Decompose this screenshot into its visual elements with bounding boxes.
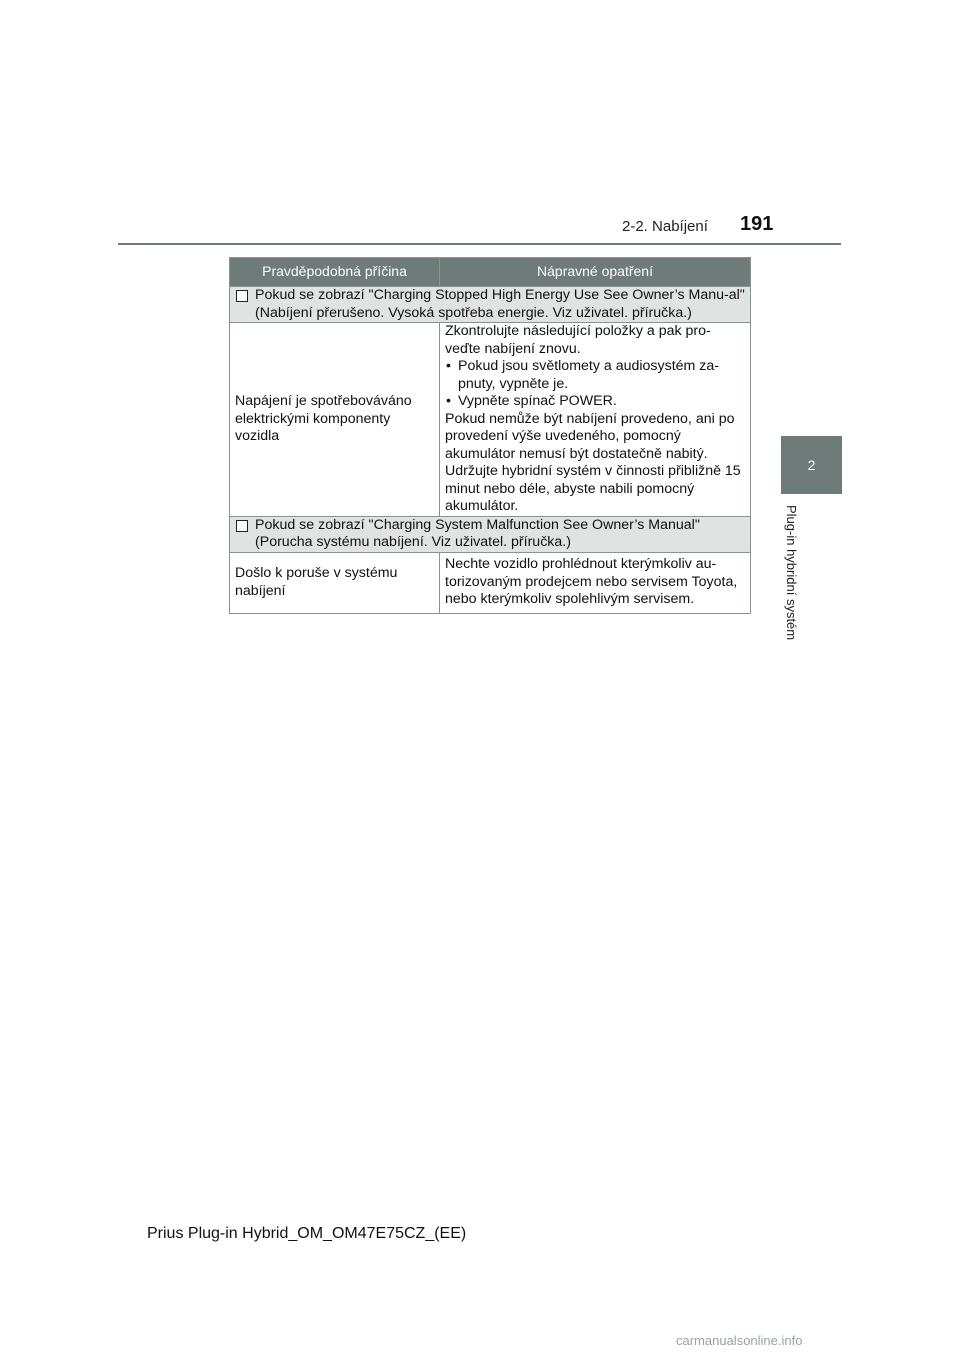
action-outro: Pokud nemůže být nabíjení provedeno, ani po provedení výše uvedeného, pomocný akumulátor nemusí být dostatečně nabitý. Udržujte hybridní systém v činnosti přibližně 15 minut nebo déle, abyste nabili pomocný akumulátor. <box>445 410 741 514</box>
section-title: 2-2. Nabíjení <box>622 218 708 235</box>
bullet-text: Vypněte spínač POWER. <box>458 393 617 409</box>
checkbox-icon <box>236 290 248 302</box>
bullet-text: Pokud jsou světlomety a audiosystém za-pnuty, vypněte je. <box>458 358 720 392</box>
action-bullet <box>445 393 745 411</box>
notice-row <box>230 287 751 323</box>
chapter-tab: 2 <box>781 436 842 494</box>
troubleshooting-table <box>229 257 751 614</box>
table-row <box>230 552 751 613</box>
cause-cell: Napájení je spotřebováváno elektrickými komponenty vozidla <box>230 323 440 517</box>
table-row <box>230 323 751 517</box>
notice-row <box>230 516 751 552</box>
cause-cell: Došlo k poruše v systému nabíjení <box>230 552 440 613</box>
notice-text: Pokud se zobrazí "Charging System Malfunction See Owner’s Manual" (Porucha systému nabíjení. Viz uživatel. příručka.) <box>255 516 700 550</box>
table-header-row <box>230 258 751 287</box>
action-cell <box>440 323 751 517</box>
action-intro: Zkontrolujte následující položky a pak pro-veďte nabíjení znovu. <box>445 323 711 357</box>
action-cell: Nechte vozidlo prohlédnout kterýmkoliv au-torizovaným prodejcem nebo servisem Toyota, nebo kterýmkoliv spolehlivým servisem. <box>440 552 751 613</box>
header-divider <box>118 243 841 245</box>
column-header-action: Nápravné opatření <box>440 258 751 287</box>
notice-text: Pokud se zobrazí "Charging Stopped High Energy Use See Owner’s Manu-al" (Nabíjení přerušeno. Vysoká spotřeba energie. Viz uživatel. příručka.) <box>255 287 745 321</box>
notice-cell <box>230 287 751 323</box>
chapter-title-vertical <box>784 505 815 655</box>
page-number: 191 <box>740 213 774 235</box>
bullet-icon: • <box>446 358 451 374</box>
notice-cell <box>230 516 751 552</box>
checkbox-icon <box>236 520 248 532</box>
chapter-title-text: Plug-in hybridní systém <box>784 505 799 641</box>
document-footer: Prius Plug-in Hybrid_OM_OM47E75CZ_(EE) <box>147 1225 467 1242</box>
action-bullet <box>445 358 745 393</box>
bullet-icon: • <box>446 393 451 409</box>
column-header-cause: Pravděpodobná příčina <box>230 258 440 287</box>
watermark: carmanualsonline.info <box>676 1333 803 1348</box>
